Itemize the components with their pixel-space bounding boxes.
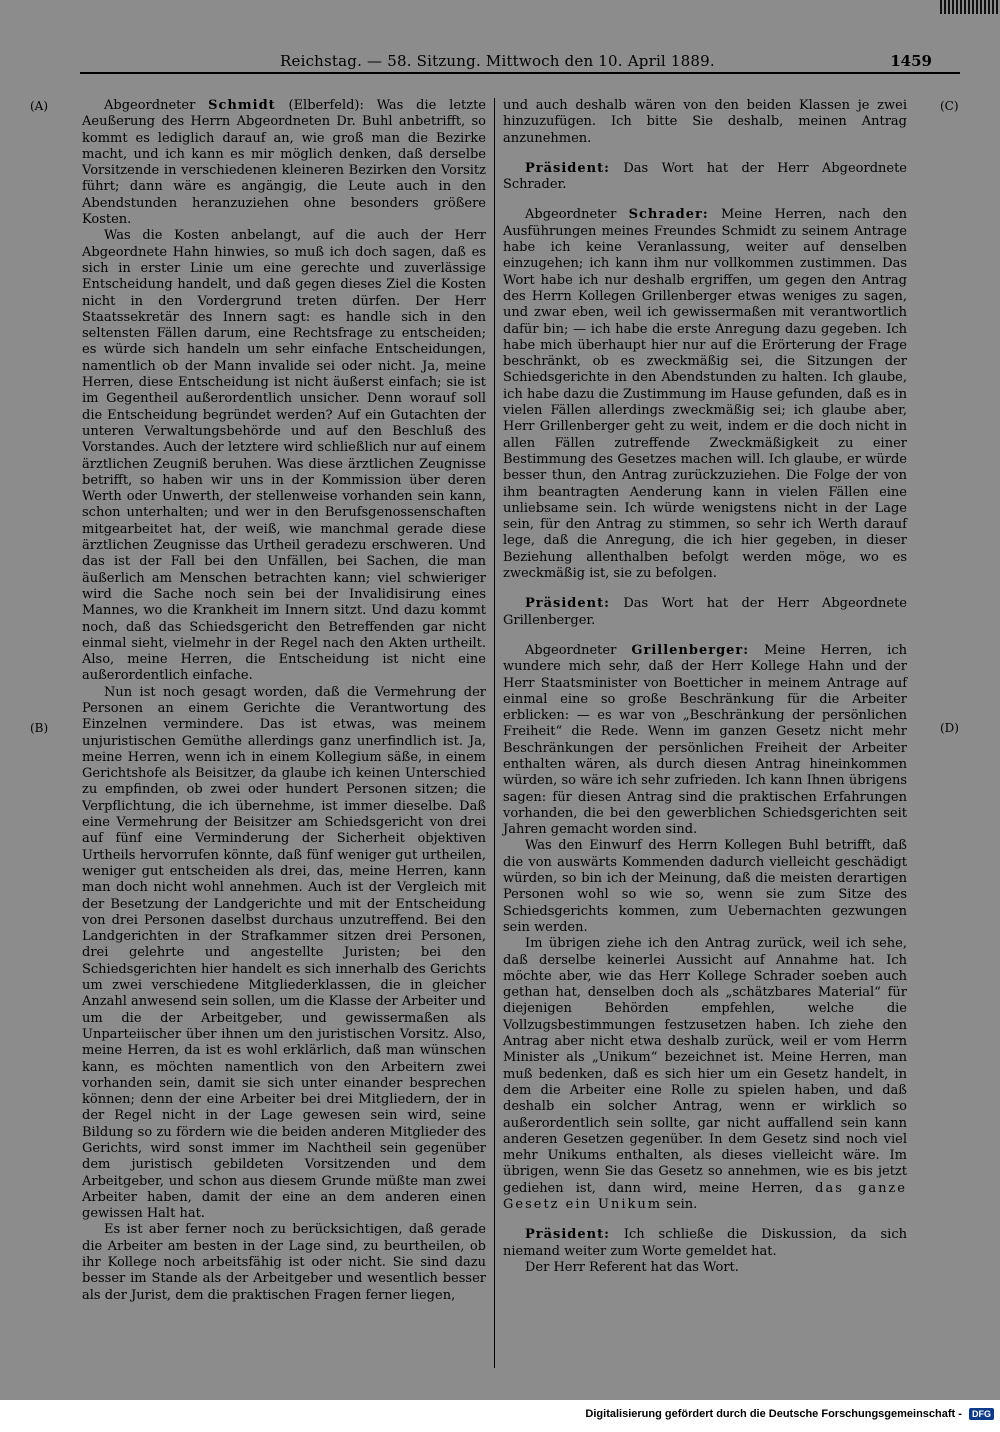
- margin-label-c: (C): [940, 99, 959, 113]
- left-paragraph-3: Nun ist noch gesagt worden, daß die Vermehrung der Personen an einem Gerichte die Verantwortung des Einzelnen vermindere. Das ist etwas, was meinem unjuristischen Gemüthe allerdings ganz unerfindlich ist. Ja, meine Herren, wenn ich in einem Kollegium säße, in einem Gerichtshofe als Beisitzer, da glaube ich keinen Unterschied zu empfinden, ob zwei oder hundert Personen sitzen; die Verpflichtung, die ich übernehme, ist immer dieselbe. Daß eine Vermehrung der Beisitzer am Schiedsgericht von drei auf fünf eine Verminderung der Sicherheit objektiven Urtheils hervorrufen könnte, daß fünf weniger gut urtheilen, weniger gut entscheiden als drei, das, meine Herren, kann man doch nicht wohl annehmen. Auch ist der Vergleich mit der Besetzung der Landgerichte und mit der Entscheidung von drei Personen daselbst durchaus unzutreffend. Bei den Landgerichten in der Strafkammer sitzen drei Personen, drei gelehrte und angestellte Juristen; bei den Schiedsgerichten hier handelt es sich innerhalb des Gerichts um zwei verschiedene Mitgliederklassen, die in gleicher Anzahl anwesend sein sollen, um die Klasse der Arbeiter und um die der Arbeitgeber, und gewissermaßen als Unparteiischer über ihnen um den juristischen Vorsitz. Also, meine Herren, da ist es wohl erklärlich, daß man wünschen kann, es möchten namentlich von den Arbeitern zwei vorhanden sein, damit sie sich unter einander besprechen können; denn der eine Arbeiter bei drei Mitgliedern, der in der Regel nicht in der Lage gewesen sein wird, seine Bildung so zu fördern wie die beiden anderen Mitglieder des Gerichts, wird sonst immer im Nachtheil sein gegenüber dem juristisch gebildeten Vorsitzenden und dem Arbeitgeber, und schon aus diesem Grunde müßte man zwei Arbeiter haben, damit der eine an dem anderen einen gewissen Halt hat.: [82, 684, 486, 1222]
- paragraph-text: Ich schließe die Diskussion, da sich niemand weiter zum Worte gemeldet hat.: [503, 1227, 907, 1259]
- paragraph-text: sein.: [666, 1197, 698, 1212]
- speaker-name: Präsident:: [525, 596, 610, 612]
- funding-footer: [585, 1408, 1000, 1420]
- right-paragraph-8: [503, 1227, 907, 1260]
- paragraph-text: Im übrigen ziehe ich den Antrag zurück, weil ich sehe, daß derselbe keinerlei Aussicht auf Annahme hat. Ich möchte aber, wie das Herr Kollege Schrader soeben auch gethan hat, denselben doch als „schätzbares Material“ für diejenigen Behörden empfehlen, welche die Vollzugsbestimmungen festzusetzen haben. Ich ziehe den Antrag aber nicht etwa deshalb zurück, weil er vom Herrn Minister als „Unikum“ bezeichnet ist. Meine Herren, man muß bedenken, daß es sich hier um ein Gesetz handelt, in dem die Arbeiter eine Rolle zu spielen haben, und daß deshalb ein solcher Antrag, wenn er wirklich so außerordentlich sein sollte, gar nicht auffallend sein kann anderen Gesetzen gegenüber. In dem Gesetz sind noch viel mehr Unikums enthalten, als dieses vielleicht wäre. Im übrigen, wenn Sie das Gesetz so annehmen, wie es bis jetzt gediehen ist, dann wird, meine Herren,: [503, 936, 907, 1196]
- right-paragraph-5: [503, 643, 907, 839]
- header-rule: [80, 72, 960, 74]
- speaker-name: Schrader:: [628, 207, 709, 223]
- paragraph-text: Das Wort hat der Herr Abgeordnete Schrader.: [503, 160, 908, 193]
- right-column: [503, 98, 907, 1276]
- left-paragraph-2: Was die Kosten anbelangt, auf die auch der Herr Abgeordnete Hahn hinwies, so muß ich doch sagen, daß es sich in erster Linie um eine gerechte und zuverlässige Entscheidung handelt, und daß gegen dieses Ziel die Kosten nicht in den Vordergrund treten dürfen. Der Herr Staatssekretär des Innern sagt: es handle sich in den seltensten Fällen darum, eine Rechtsfrage zu entscheiden; es würde sich handeln um sehr einfache Entscheidungen, namentlich ob der Mann invalide sei oder nicht. Ja, meine Herren, diese Entscheidung ist nicht äußerst einfach; sie ist im Gegentheil außerordentlich unsicher. Denn worauf soll die Entscheidung begründet werden? Auf ein Gutachten der unteren Verwaltungsbehörde und auf den Beschluß des Vorstandes. Auch der letztere wird schließlich nur auf einem ärztlichen Zeugniß beruhen. Was diese ärztlichen Zeugnisse betrifft, so haben wir uns in der Kommission über deren Werth oder Unwerth, der stellenweise vorhanden sein kann, schon unterhalten; und wer in den Berufsgenossenschaften mitgearbeitet hat, der weiß, wie manchmal gerade diese ärztlichen Zeugnisse das Urtheil geradezu erschweren. Und das ist der Fall bei den Unfällen, bei Sachen, die man äußerlich am Menschen betrachten kann; viel schwieriger wird die Sache noch sein bei der Invalidisirung eines Mannes, wo die Krankheit im Innern sitzt. Und dazu kommt noch, daß das Schiedsgericht den Betreffenden gar nicht einmal sieht, vielmehr in der Regel nach den Akten urtheilt. Also, meine Herren, die Entscheidung ist nicht eine außerordentlich einfache.: [82, 228, 486, 684]
- paragraph-text: (Elberfeld): Was die letzte Aeußerung des Herrn Abgeordneten Dr. Buhl anbetrifft, so kommt es lediglich darauf an, wie groß man die Bezirke macht, und ich kann es mir möglich denken, daß derselbe Vorsitzende in verschiedenen kleineren Bezirken den Vorsitz führt; dann wäre es angängig, die Leute auch in den Abendstunden heranzuziehen ohne besonders größere Kosten.: [82, 98, 487, 228]
- left-paragraph-4: Es ist aber ferner noch zu berücksichtigen, daß gerade die Arbeiter am besten in der Lage sind, zu beurtheilen, ob ihr Kollege noch arbeitsfähig ist oder nicht. Sie sind dazu besser im Stande als der Arbeitgeber und wesentlich besser als der Jurist, dem die praktischen Fragen ferner liegen,: [82, 1222, 486, 1303]
- page-number: 1459: [890, 52, 932, 70]
- right-paragraph-2: [503, 161, 907, 194]
- margin-label-b: (B): [30, 721, 49, 735]
- speaker-name: Schmidt: [208, 98, 276, 113]
- margin-label-a: (A): [30, 99, 49, 113]
- right-paragraph-1: und auch deshalb wären von den beiden Klassen je zwei hinzuzufügen. Ich bitte Sie deshalb, meinen Antrag anzunehmen.: [503, 98, 907, 146]
- left-column: [82, 98, 486, 1304]
- speaker-name: Präsident:: [525, 1227, 610, 1243]
- right-paragraph-7: [503, 936, 907, 1213]
- right-paragraph-4: [503, 596, 907, 629]
- speaker-name: Präsident:: [525, 160, 610, 176]
- right-paragraph-3: [503, 207, 907, 582]
- left-paragraph-1: [82, 98, 486, 228]
- margin-label-d: (D): [940, 721, 959, 735]
- speaker-prefix: Abgeordneter: [525, 642, 617, 658]
- paragraph-text: Das Wort hat der Herr Abgeordnete Grillenberger.: [503, 596, 908, 628]
- emphasized-text: das ganze Gesetz ein Unikum: [503, 1180, 907, 1212]
- right-paragraph-9: Der Herr Referent hat das Wort.: [525, 1259, 739, 1275]
- speaker-prefix: Abgeordneter: [104, 98, 196, 113]
- dfg-logo: DFG: [969, 1408, 994, 1420]
- paragraph-text: Meine Herren, ich wundere mich sehr, daß der Herr Kollege Hahn und der Herr Staatsminister von Boetticher in meinem Antrage auf einmal eine so große Beschränkung für die Arbeiter erblicken: — es war von „Beschränkung der persönlichen Freiheit“ die Rede. Wenn im ganzen Gesetz nicht mehr Beschränkungen der persönlichen Freiheit der Arbeiter enthalten wären, als durch diesen Antrag hineinkommen würden, so wäre ich sehr zufrieden. Ich kann Ihnen übrigens sagen: für diesen Antrag sind die praktischen Erfahrungen vorhanden, die bei den gewerblichen Schiedsgerichten seit Jahren gemacht worden sind.: [503, 642, 907, 838]
- speaker-prefix: Abgeordneter: [525, 207, 617, 223]
- right-paragraph-6: Was den Einwurf des Herrn Kollegen Buhl betrifft, daß die von auswärts Kommenden dadurch vielleicht geschädigt würden, so bin ich der Meinung, daß die meisten derartigen Personen wohl so wie so, wenn sie zum Sitze des Schiedsgerichts kommen, zum Uebernachten gezwungen sein werden.: [503, 838, 907, 935]
- running-head: Reichstag. — 58. Sitzung. Mittwoch den 10. April 1889.: [280, 52, 715, 70]
- footer-text: Digitalisierung gefördert durch die Deutsche Forschungsgemeinschaft -: [585, 1408, 962, 1420]
- paragraph-text: Meine Herren, nach den Ausführungen meines Freundes Schmidt zu seinem Antrage habe ich keine Veranlassung, weiter auf denselben einzugehen; ich kann ihm nur vollkommen zustimmen. Das Wort habe ich nur deshalb ergriffen, um gegen den Antrag des Herrn Kollegen Grillenberger etwas weniges zu sagen, und zwar eben, weil ich gewissermaßen mit verantwortlich dafür bin; — ich habe die erste Anregung dazu gegeben. Ich habe mich überhaupt hier nur auf die Erörterung der Frage beschränkt, ob es zweckmäßig sei, die Sitzungen der Schiedsgerichte in den Abendstunden zu halten. Ich glaube, ich habe dazu die Zustimmung im Hause gefunden, daß es in vielen Fällen allerdings zweckmäßig sei; ich glaube aber, Herr Grillenberger geht zu weit, indem er die doch nicht in allen Fällen zutreffende Zweckmäßigkeit zu einer Bestimmung des Gesetzes machen will. Ich glaube, er würde besser thun, den Antrag zurückzuziehen. Die Folge der von ihm beantragten Aenderung kann in vielen Fällen eine unliebsame sein. Ich würde wenigstens nicht in der Lage sein, für den Antrag zu stimmen, so sehr ich Werth darauf lege, daß die Anregung, die ich hier gegeben, in dieser Beziehung allenthalben befolgt werden möge, wo es zweckmäßig ist, sie zu befolgen.: [503, 207, 907, 582]
- column-divider: [494, 98, 495, 1368]
- speaker-name: Grillenberger:: [631, 642, 750, 658]
- scan-corner-mark: [940, 0, 1000, 14]
